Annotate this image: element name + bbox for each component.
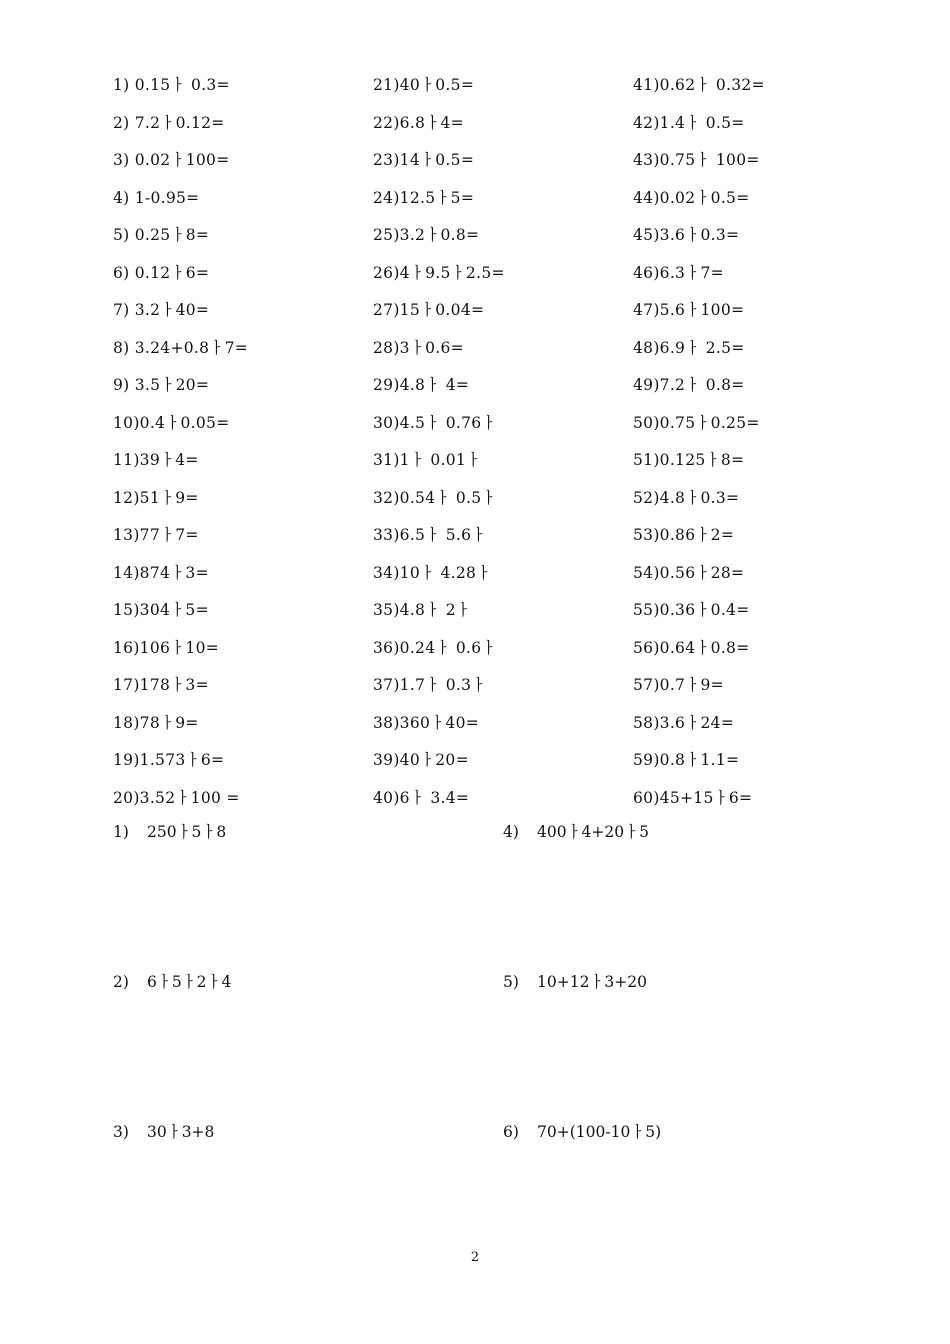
calc-item-expression: 1-0.95= <box>129 188 200 207</box>
calc-item-expression: 1.4ￂ 0.5= <box>659 113 745 132</box>
calc-item-expression: 360ￂ40= <box>399 713 480 732</box>
calc-item-number: 15) <box>113 601 140 619</box>
calc-item-number: 2) <box>113 113 130 132</box>
step-problem-number: 3) <box>113 1123 129 1141</box>
calc-item-number: 19) <box>113 751 140 769</box>
calc-item-number: 14) <box>113 563 140 582</box>
calc-item-number: 42) <box>633 113 660 132</box>
calc-item <box>373 524 633 562</box>
calc-item <box>373 224 633 262</box>
calc-item-expression: 7.2ￂ 0.8= <box>659 376 745 394</box>
calc-item-expression: 0.36ￂ0.4= <box>659 601 750 619</box>
calc-item <box>633 299 813 337</box>
calc-item-number: 9) <box>113 376 130 394</box>
step-problem-expression: 30ￂ3+8 <box>147 1123 215 1141</box>
calc-item <box>113 749 373 787</box>
calc-item-expression: 40ￂ20= <box>399 751 469 769</box>
calc-item-expression: 0.15ￂ 0.3= <box>129 76 230 94</box>
calc-item-number: 8) <box>113 338 130 357</box>
step-problem-number: 1) <box>113 823 129 841</box>
calc-item-expression: 4ￂ9.5ￂ2.5= <box>399 263 505 282</box>
calc-item-number: 48) <box>633 338 660 357</box>
calc-item <box>113 374 373 412</box>
calc-item <box>633 149 813 187</box>
calc-item-number: 28) <box>373 338 400 357</box>
step-problem <box>113 821 503 971</box>
calc-item-number: 25) <box>373 226 400 244</box>
calc-item-expression: 0.12ￂ6= <box>129 263 210 282</box>
calc-item-number: 56) <box>633 638 660 657</box>
step-problem <box>503 1121 813 1271</box>
calc-item-number: 60) <box>633 788 660 807</box>
calc-item <box>633 562 813 600</box>
calc-item <box>633 787 813 825</box>
calc-item-number: 58) <box>633 713 660 732</box>
calc-item-expression: 6.5ￂ 5.6ￂ <box>399 526 487 544</box>
calc-item-expression: 304ￂ5= <box>139 601 209 619</box>
calc-item <box>373 712 633 750</box>
page-number: 2 <box>470 1250 480 1265</box>
calc-item-expression: 0.25ￂ8= <box>129 226 210 244</box>
calc-item <box>633 262 813 300</box>
calc-item <box>373 749 633 787</box>
calc-item-expression: 3.6ￂ24= <box>659 713 735 732</box>
calc-item-number: 22) <box>373 113 400 132</box>
calc-item <box>373 187 633 225</box>
calc-item-number: 57) <box>633 676 660 694</box>
calc-item <box>373 412 633 450</box>
calc-item <box>113 337 373 375</box>
calc-item-number: 45) <box>633 226 660 244</box>
calc-item-number: 36) <box>373 638 400 657</box>
calc-item-expression: 3ￂ0.6= <box>399 338 464 357</box>
calc-item <box>373 487 633 525</box>
calc-item-expression: 3.6ￂ0.3= <box>659 226 740 244</box>
calc-item-expression: 0.4ￂ0.05= <box>139 413 230 432</box>
calc-item-expression: 1.7ￂ 0.3ￂ <box>399 676 487 694</box>
calc-item <box>373 374 633 412</box>
calc-item <box>113 449 373 487</box>
calc-item <box>113 262 373 300</box>
calc-item <box>113 412 373 450</box>
calc-item <box>373 787 633 825</box>
calc-item-number: 47) <box>633 301 660 319</box>
calc-item <box>113 712 373 750</box>
calc-item <box>113 224 373 262</box>
calc-item-expression: 0.64ￂ0.8= <box>659 638 750 657</box>
calc-item-number: 54) <box>633 563 660 582</box>
calc-item-number: 29) <box>373 376 400 394</box>
calc-item <box>113 562 373 600</box>
calc-item-expression: 6.8ￂ4= <box>399 113 464 132</box>
calc-item-expression: 78ￂ9= <box>139 713 199 732</box>
calc-item-number: 49) <box>633 376 660 394</box>
calc-item <box>373 562 633 600</box>
calc-item-expression: 6.9ￂ 2.5= <box>659 338 745 357</box>
calc-item-number: 50) <box>633 413 660 432</box>
calc-item <box>113 299 373 337</box>
step-problem <box>113 971 503 1121</box>
calc-item-expression: 4.8ￂ0.3= <box>659 488 740 507</box>
calc-item-expression: 3.24+0.8ￂ7= <box>129 338 249 357</box>
calc-item <box>113 149 373 187</box>
calc-item-number: 11) <box>113 451 140 469</box>
calc-item-number: 41) <box>633 76 660 94</box>
step-problem-expression: 250ￂ5ￂ8 <box>147 823 227 841</box>
calc-item-expression: 4.8ￂ 4= <box>399 376 470 394</box>
calc-item <box>633 412 813 450</box>
calc-item <box>113 524 373 562</box>
calc-item-number: 1) <box>113 76 130 94</box>
step-problem-expression: 10+12ￂ3+20 <box>537 973 647 991</box>
calc-item <box>633 674 813 712</box>
step-calculation-section <box>113 821 813 1271</box>
calc-item <box>113 112 373 150</box>
calc-item-number: 21) <box>373 76 400 94</box>
calc-item-expression: 1.573ￂ6= <box>139 751 225 769</box>
calc-item-expression: 4.8ￂ 2ￂ <box>399 601 472 619</box>
calc-item-number: 5) <box>113 226 130 244</box>
calc-item-expression: 0.54ￂ 0.5ￂ <box>399 488 497 507</box>
calc-item-expression: 14ￂ0.5= <box>399 151 475 169</box>
calc-item-expression: 0.125ￂ8= <box>659 451 745 469</box>
calc-item <box>113 187 373 225</box>
calc-item-number: 26) <box>373 263 400 282</box>
calc-item-number: 24) <box>373 188 400 207</box>
calc-item-number: 20) <box>113 788 140 807</box>
step-problem-number: 5) <box>503 973 519 991</box>
calc-item <box>113 787 373 825</box>
calc-item <box>633 187 813 225</box>
oral-calculation-grid <box>113 74 813 824</box>
calc-item-number: 34) <box>373 563 400 582</box>
calc-item-expression: 0.7ￂ9= <box>659 676 724 694</box>
calc-item-number: 30) <box>373 413 400 432</box>
step-problem <box>503 971 813 1121</box>
calc-item-number: 53) <box>633 526 660 544</box>
calc-item-expression: 4.5ￂ 0.76ￂ <box>399 413 497 432</box>
calc-item-number: 13) <box>113 526 140 544</box>
calc-item-number: 7) <box>113 301 130 319</box>
calc-item <box>633 599 813 637</box>
calc-item-expression: 1ￂ 0.01ￂ <box>399 451 482 469</box>
calc-item-number: 37) <box>373 676 400 694</box>
step-problem-number: 6) <box>503 1123 519 1141</box>
calc-item-number: 33) <box>373 526 400 544</box>
step-problem-number: 4) <box>503 823 519 841</box>
step-problem <box>113 1121 503 1271</box>
calc-item-expression: 0.02ￂ0.5= <box>659 188 750 207</box>
calc-item-number: 35) <box>373 601 400 619</box>
calc-item <box>373 337 633 375</box>
calc-item-expression: 10ￂ 4.28ￂ <box>399 563 492 582</box>
calc-item <box>113 487 373 525</box>
calc-item <box>113 637 373 675</box>
calc-item-number: 46) <box>633 263 660 282</box>
calc-item <box>373 637 633 675</box>
calc-item-expression: 0.86ￂ2= <box>659 526 735 544</box>
calc-item-number: 10) <box>113 413 140 432</box>
calc-item-expression: 0.62ￂ 0.32= <box>659 76 765 94</box>
calc-item-expression: 3.2ￂ0.8= <box>399 226 480 244</box>
calc-item-number: 40) <box>373 788 400 807</box>
calc-item-number: 44) <box>633 188 660 207</box>
calc-item <box>113 599 373 637</box>
calc-item <box>373 299 633 337</box>
calc-item-number: 55) <box>633 601 660 619</box>
calc-item <box>633 637 813 675</box>
calc-item-expression: 40ￂ0.5= <box>399 76 475 94</box>
calc-item-expression: 5.6ￂ100= <box>659 301 745 319</box>
calc-item-number: 27) <box>373 301 400 319</box>
calc-item-expression: 3.52ￂ100 = <box>139 788 240 807</box>
calc-item-number: 4) <box>113 188 130 207</box>
step-problem <box>503 821 813 971</box>
calc-item-expression: 6ￂ 3.4= <box>399 788 470 807</box>
calc-item-expression: 0.75ￂ0.25= <box>659 413 760 432</box>
calc-item <box>633 374 813 412</box>
calc-item-expression: 51ￂ9= <box>139 488 199 507</box>
calc-item <box>633 712 813 750</box>
calc-item <box>633 487 813 525</box>
calc-item <box>633 337 813 375</box>
calc-item-expression: 0.24ￂ 0.6ￂ <box>399 638 497 657</box>
calc-item <box>633 224 813 262</box>
calc-item-number: 32) <box>373 488 400 507</box>
calc-item-number: 17) <box>113 676 140 694</box>
calc-item-number: 23) <box>373 151 400 169</box>
calc-item-number: 52) <box>633 488 660 507</box>
calc-item <box>633 749 813 787</box>
calc-item-number: 38) <box>373 713 400 732</box>
calc-item-expression: 0.8ￂ1.1= <box>659 751 740 769</box>
calc-item-expression: 45+15ￂ6= <box>659 788 753 807</box>
calc-item-expression: 12.5ￂ5= <box>399 188 475 207</box>
step-problem-number: 2) <box>113 973 129 991</box>
step-problem-expression: 400ￂ4+20ￂ5 <box>537 823 649 841</box>
calc-item-expression: 874ￂ3= <box>139 563 209 582</box>
calc-item <box>633 449 813 487</box>
step-problem-expression: 6ￂ5ￂ2ￂ4 <box>147 973 232 991</box>
calc-item-number: 3) <box>113 151 130 169</box>
calc-item-number: 39) <box>373 751 400 769</box>
calc-item-expression: 77ￂ7= <box>139 526 199 544</box>
calc-item <box>633 74 813 112</box>
calc-item-number: 59) <box>633 751 660 769</box>
calc-item-expression: 6.3ￂ7= <box>659 263 724 282</box>
calc-item-number: 6) <box>113 263 130 282</box>
calc-item-number: 51) <box>633 451 660 469</box>
calc-item-expression: 7.2ￂ0.12= <box>129 113 225 132</box>
calc-item <box>113 74 373 112</box>
calc-item-expression: 15ￂ0.04= <box>399 301 485 319</box>
calc-item-expression: 39ￂ4= <box>139 451 199 469</box>
calc-item-number: 12) <box>113 488 140 507</box>
calc-item-expression: 106ￂ10= <box>139 638 220 657</box>
calc-item-expression: 178ￂ3= <box>139 676 209 694</box>
calc-item <box>373 149 633 187</box>
calc-item <box>373 674 633 712</box>
calc-item-number: 43) <box>633 151 660 169</box>
calc-item-expression: 0.75ￂ 100= <box>659 151 760 169</box>
calc-item-expression: 0.56ￂ28= <box>659 563 745 582</box>
calc-item-number: 18) <box>113 713 140 732</box>
calc-item-expression: 3.2ￂ40= <box>129 301 210 319</box>
calc-item <box>373 74 633 112</box>
calc-item-number: 31) <box>373 451 400 469</box>
calc-item-expression: 3.5ￂ20= <box>129 376 210 394</box>
calc-item <box>373 599 633 637</box>
calc-item <box>373 112 633 150</box>
calc-item <box>373 449 633 487</box>
calc-item-expression: 0.02ￂ100= <box>129 151 230 169</box>
step-problem-expression: 70+(100-10ￂ5) <box>537 1123 662 1141</box>
calc-item <box>633 112 813 150</box>
calc-item <box>633 524 813 562</box>
calc-item <box>113 674 373 712</box>
calc-item <box>373 262 633 300</box>
calc-item-number: 16) <box>113 638 140 657</box>
